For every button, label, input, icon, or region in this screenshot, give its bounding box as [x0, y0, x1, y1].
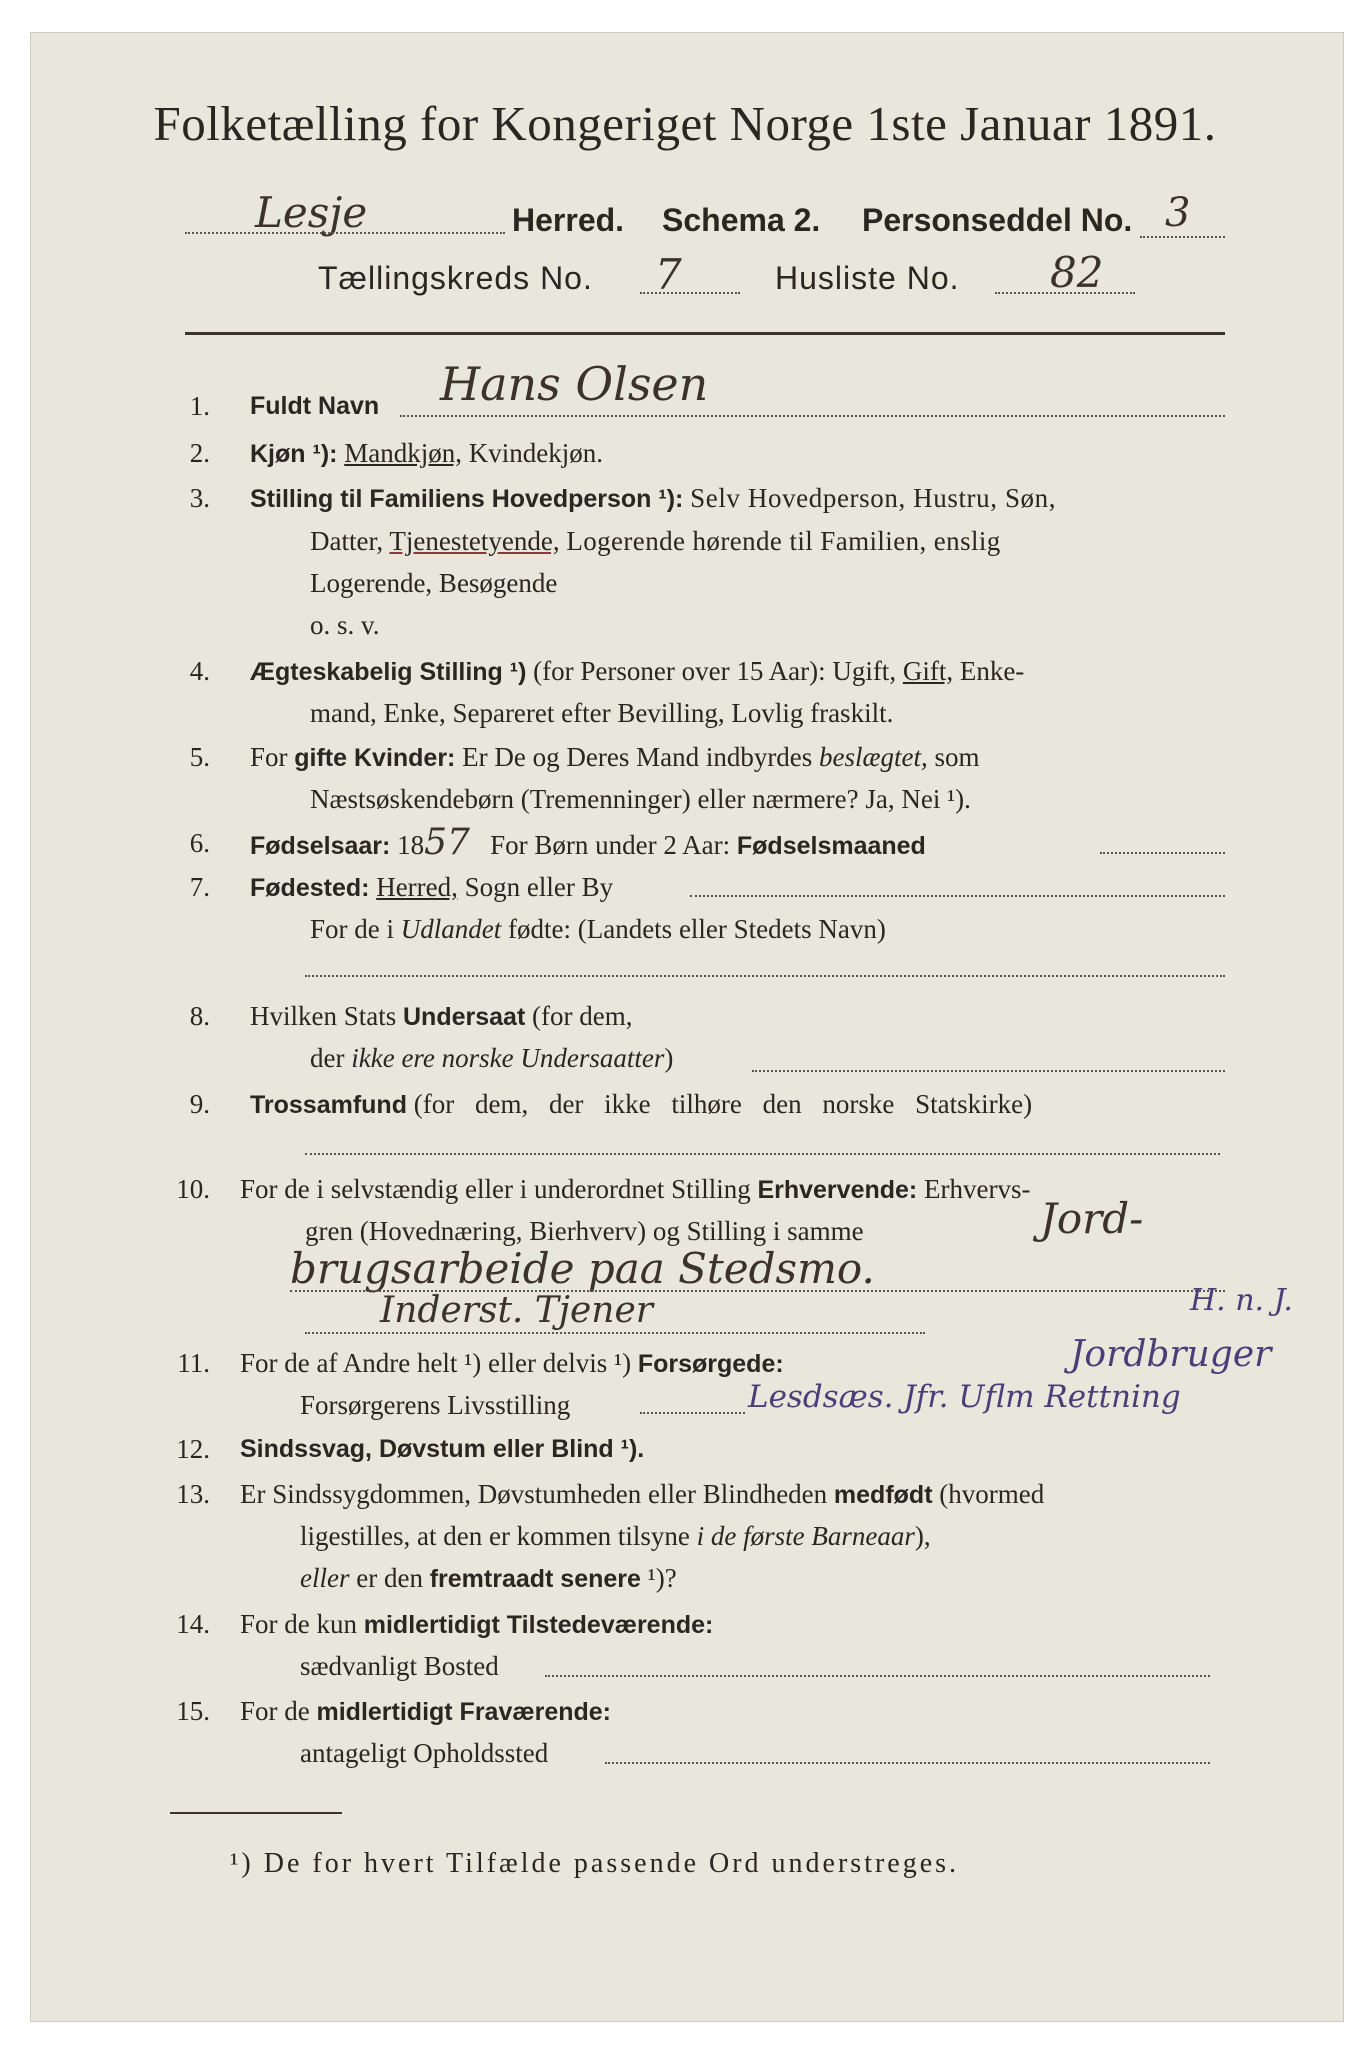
item-11-dotline	[640, 1412, 745, 1414]
item-number: 8.	[189, 1001, 210, 1031]
item-text: (for Personer over 15 Aar): Ugift,	[533, 656, 897, 686]
item-text	[310, 1037, 673, 1079]
item-text: For de	[240, 1696, 310, 1726]
option-herred: Herred,	[376, 872, 458, 902]
option-kvindekjon: Kvindekjøn.	[468, 438, 603, 468]
occupation-handwritten-2: brugsarbeide paa Stedsmo.	[290, 1244, 875, 1293]
item-text	[240, 1473, 1044, 1516]
item-label: Kjøn ¹):	[250, 440, 338, 468]
item-10-dotline-2	[305, 1332, 925, 1334]
item-label: Undersaat	[403, 1003, 526, 1031]
husliste-dotline	[995, 292, 1135, 294]
item-text: er den	[356, 1563, 423, 1593]
footnote-rule	[170, 1812, 342, 1814]
schema-label: Schema 2.	[662, 202, 821, 238]
item-text: For de kun	[240, 1609, 357, 1639]
item-text: Er De og Deres Mand indbyrdes	[462, 742, 813, 772]
item-text: som	[934, 742, 980, 772]
personseddel-dotline	[1140, 236, 1225, 238]
item-text: For Børn under 2 Aar:	[490, 830, 731, 860]
item-text: o. s. v.	[310, 610, 380, 640]
item-label: Fødested:	[250, 874, 370, 902]
census-form-page	[30, 32, 1344, 2022]
item-7-dotline	[690, 895, 1225, 897]
item-text: Udlandet	[400, 914, 502, 944]
item-number: 9.	[189, 1089, 210, 1119]
herred-handwritten: Lesje	[255, 188, 368, 237]
name-handwritten: Hans Olsen	[440, 357, 709, 411]
kreds-dotline	[640, 292, 740, 294]
occupation-handwritten-1: Jord-	[1040, 1194, 1144, 1243]
item-text: ),	[914, 1521, 931, 1551]
item-number: 6.	[189, 828, 210, 858]
item-label: Trossamfund	[250, 1091, 407, 1119]
item-text: eller	[300, 1563, 350, 1593]
item-text: sædvanligt Bosted	[300, 1651, 499, 1681]
item-1-dotline	[400, 415, 1225, 417]
item-number: 3.	[189, 483, 210, 513]
item-text: For	[250, 742, 288, 772]
husliste-handwritten: 82	[1050, 248, 1104, 297]
personseddel-handwritten: 3	[1165, 190, 1191, 236]
item-label: Forsørgede:	[637, 1350, 784, 1378]
item-text	[250, 995, 632, 1038]
item-number: 12.	[176, 1434, 210, 1464]
item-text: Logerende, Besøgende	[310, 568, 558, 598]
item-text	[240, 1690, 611, 1733]
item-label: medfødt	[833, 1481, 933, 1509]
item-text: Erhvervs-	[924, 1174, 1031, 1204]
item-text	[310, 520, 1001, 562]
item-6-dotline	[1100, 852, 1225, 854]
occupation-handwritten-3: Inderst. Tjener	[380, 1290, 653, 1331]
item-text: beslægtet,	[819, 742, 928, 772]
item-number: 1.	[189, 391, 210, 421]
item-8-dotline	[752, 1070, 1225, 1072]
item-label: Fuldt Navn	[250, 392, 380, 420]
item-text	[300, 1557, 677, 1600]
item-text	[240, 1603, 713, 1646]
item-text: (for dem,	[532, 1001, 633, 1031]
item-number: 5.	[189, 742, 210, 772]
item-label: Sindssvag, Døvstum eller Blind ¹).	[240, 1435, 645, 1463]
year-handwritten: 57	[424, 822, 470, 863]
item-text: For de i selvstændig eller i underordnet Stilling	[240, 1174, 751, 1204]
item-text	[250, 822, 926, 867]
form-title: Folketælling for Kongeriget Norge 1ste Januar 1891.	[153, 96, 1217, 151]
option-logerende: Logerende hørende til Familien, enslig	[566, 526, 1001, 556]
item-number: 15.	[176, 1696, 210, 1726]
provider-handwritten: Jordbruger	[1070, 1334, 1272, 1375]
item-text	[250, 866, 613, 909]
item-number: 14.	[176, 1609, 210, 1639]
item-text: ikke ere norske Undersaatter	[351, 1043, 665, 1073]
annotation-handwritten: H. n. J.	[1190, 1283, 1293, 1318]
item-text	[250, 1083, 1032, 1126]
item-text	[250, 432, 603, 475]
item-number: 2.	[189, 438, 210, 468]
item-15-dotline	[605, 1762, 1210, 1764]
item-options: Selv Hovedperson, Hustru, Søn,	[690, 483, 1057, 513]
item-text: For de i	[310, 914, 394, 944]
item-text	[240, 1342, 784, 1385]
item-label: midlertidigt Fraværende:	[316, 1698, 611, 1726]
item-text: ¹)?	[647, 1563, 677, 1593]
item-14-dotline	[545, 1675, 1210, 1677]
item-text	[240, 1168, 1030, 1211]
option-datter: Datter,	[310, 526, 384, 556]
item-text: ligestilles, at den er kommen tilsyne	[300, 1521, 690, 1551]
item-text: For de af Andre helt ¹) eller delvis ¹)	[240, 1348, 632, 1378]
item-number: 10.	[176, 1174, 210, 1204]
husliste-label: Husliste No.	[775, 260, 960, 296]
item-text	[250, 650, 1024, 693]
item-number: 4.	[189, 656, 210, 686]
item-label: gifte Kvinder:	[294, 744, 456, 772]
item-text: fødte: (Landets eller Stedets Navn)	[508, 914, 886, 944]
item-text: Er Sindssygdommen, Døvstumheden eller Blindheden	[240, 1479, 828, 1509]
item-text: Hvilken Stats	[250, 1001, 397, 1031]
option-sogn-by: Sogn eller By	[464, 872, 614, 902]
item-label: Fødselsaar:	[250, 832, 391, 860]
item-text: antageligt Opholdssted	[300, 1738, 549, 1768]
item-text: Forsørgerens Livsstilling	[300, 1390, 571, 1420]
item-text	[310, 908, 886, 950]
item-text: mand, Enke, Separeret efter Bevilling, Lovlig fraskilt.	[310, 698, 894, 728]
herred-label: Herred.	[512, 202, 625, 238]
item-label: Fødselsmaaned	[736, 832, 926, 860]
personseddel-label: Personseddel No.	[862, 202, 1133, 238]
item-number: 13.	[176, 1479, 210, 1509]
item-text	[250, 736, 980, 779]
item-9-dotline	[305, 1153, 1220, 1155]
item-label: Stilling til Familiens Hovedperson ¹):	[250, 485, 684, 513]
item-text: Enke-	[959, 656, 1025, 686]
provider-occupation-handwritten: Lesdsæs. Jfr. Uflm Rettning	[748, 1379, 1181, 1415]
header-rule	[185, 332, 1225, 335]
item-text: (for dem, der ikke tilhøre den norske Statskirke)	[413, 1089, 1033, 1119]
item-label: midlertidigt Tilstedeværende:	[363, 1611, 714, 1639]
item-label: Ægteskabelig Stilling ¹)	[250, 658, 527, 686]
kreds-handwritten: 7	[655, 250, 682, 299]
item-text: der	[310, 1043, 345, 1073]
item-number: 7.	[189, 872, 210, 902]
item-text: (hvormed	[939, 1479, 1045, 1509]
item-text: i de første Barneaar	[696, 1521, 915, 1551]
item-label: fremtraadt senere	[429, 1565, 641, 1593]
footnote: ¹) De for hvert Tilfælde passende Ord understreges.	[230, 1848, 960, 1879]
item-text: )	[664, 1043, 674, 1073]
herred-dotline	[185, 232, 505, 234]
item-7-dotline-2	[305, 975, 1225, 977]
item-text	[300, 1515, 931, 1557]
item-number: 11.	[177, 1348, 210, 1378]
kreds-label: Tællingskreds No.	[318, 260, 593, 296]
option-gift: Gift,	[902, 656, 954, 686]
item-text	[250, 477, 1056, 520]
year-prefix: 18	[397, 830, 425, 860]
option-tjenestetyende: Tjenestetyende,	[389, 526, 560, 556]
item-text: Næstsøskendebørn (Tremenninger) eller nærmere? Ja, Nei ¹).	[310, 784, 971, 814]
item-label: Erhvervende:	[757, 1176, 918, 1204]
item-text: gren (Hovednæring, Bierhverv) og Stilling i samme	[305, 1216, 864, 1246]
option-mandkjon: Mandkjøn,	[344, 438, 462, 468]
